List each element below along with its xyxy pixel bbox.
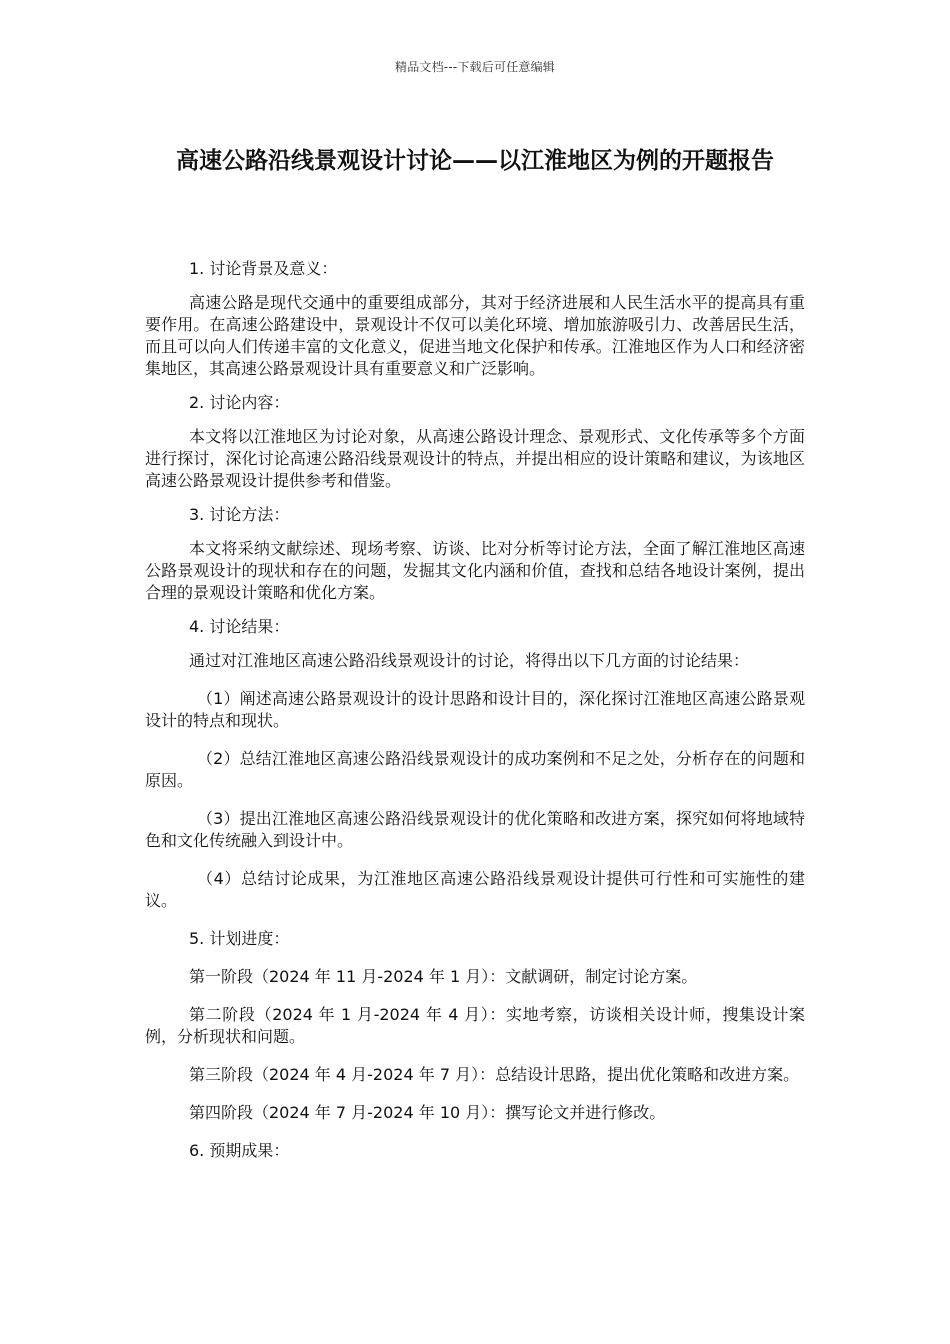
section-heading-outcomes: 6. 预期成果： (189, 1141, 290, 1160)
header-note: 精品文档---下载后可任意编辑 (395, 60, 555, 74)
document-body (145, 258, 805, 1174)
paragraph-results-intro: 通过对江淮地区高速公路沿线景观设计的讨论，将得出以下几方面的讨论结果： (189, 651, 750, 670)
result-item-1: （1）阐述高速公路景观设计的设计思路和设计目的，深化探讨江淮地区高速公路景观设计的特点和现状。 (145, 689, 805, 730)
result-item-3: （3）提出江淮地区高速公路沿线景观设计的优化策略和改进方案，探究如何将地域特色和文化传统融入到设计中。 (145, 809, 805, 850)
section-heading-content: 2. 讨论内容： (189, 393, 290, 412)
schedule-phase-3: 第三阶段（2024 年 4 月-2024 年 7 月）：总结设计思路，提出优化策略和改进方案。 (189, 1065, 800, 1084)
schedule-phase-2: 第二阶段（2024 年 1 月-2024 年 4 月）：实地考察，访谈相关设计师，搜集设计案例，分析现状和问题。 (145, 1005, 805, 1046)
paragraph-content: 本文将以江淮地区为讨论对象，从高速公路设计理念、景观形式、文化传承等多个方面进行探讨，深化讨论高速公路沿线景观设计的特点，并提出相应的设计策略和建议，为该地区高速公路景观设计提供参考和借鉴。 (145, 427, 805, 490)
section-heading-schedule: 5. 计划进度： (189, 929, 290, 948)
section-heading-methods: 3. 讨论方法： (189, 505, 290, 524)
schedule-phase-4: 第四阶段（2024 年 7 月-2024 年 10 月）：撰写论文并进行修改。 (189, 1103, 666, 1122)
result-item-2: （2）总结江淮地区高速公路沿线景观设计的成功案例和不足之处，分析存在的问题和原因。 (145, 749, 805, 790)
document-title: 高速公路沿线景观设计讨论——以江淮地区为例的开题报告 (176, 148, 774, 174)
schedule-phase-1: 第一阶段（2024 年 11 月-2024 年 1 月）：文献调研，制定讨论方案。 (189, 967, 698, 986)
section-heading-background: 1. 讨论背景及意义： (189, 259, 338, 278)
paragraph-methods: 本文将采纳文献综述、现场考察、访谈、比对分析等讨论方法，全面了解江淮地区高速公路景观设计的现状和存在的问题，发掘其文化内涵和价值，查找和总结各地设计案例，提出合理的景观设计策略和优化方案。 (145, 539, 805, 602)
paragraph-background: 高速公路是现代交通中的重要组成部分，其对于经济进展和人民生活水平的提高具有重要作用。在高速公路建设中，景观设计不仅可以美化环境、增加旅游吸引力、改善居民生活，而且可以向人们传递丰富的文化意义，促进当地文化保护和传承。江淮地区作为人口和经济密集地区，其高速公路景观设计具有重要意义和广泛影响。 (145, 293, 805, 378)
section-heading-results: 4. 讨论结果： (189, 617, 290, 636)
result-item-4: （4）总结讨论成果，为江淮地区高速公路沿线景观设计提供可行性和可实施性的建议。 (145, 869, 805, 910)
